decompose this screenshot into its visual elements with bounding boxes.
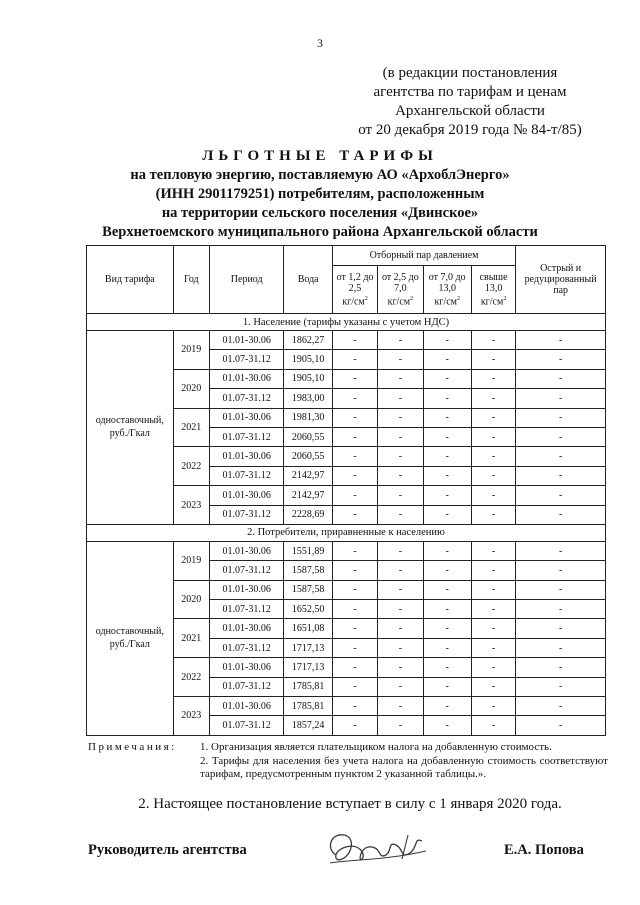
edition-line: (в редакции постановления xyxy=(382,65,558,81)
header-steam-range: от 2,5 до 7,0 $кг/см^2$ xyxy=(378,266,423,314)
steam-tariff-cell: - xyxy=(516,580,606,599)
period-cell: 01.01-30.06 xyxy=(209,658,284,677)
year-cell: 2022 xyxy=(173,658,209,697)
period-cell: 01.01-30.06 xyxy=(209,580,284,599)
steam-tariff-cell: - xyxy=(471,580,515,599)
title-line: (ИНН 2901179251) потребителям, расположенным xyxy=(155,186,485,202)
steam-tariff-cell: - xyxy=(423,716,471,735)
water-tariff-cell: 2228,69 xyxy=(284,505,332,524)
steam-tariff-cell: - xyxy=(423,638,471,657)
period-cell: 01.01-30.06 xyxy=(209,369,284,388)
period-cell: 01.07-31.12 xyxy=(209,466,284,485)
steam-tariff-cell: - xyxy=(332,447,377,466)
steam-tariff-cell: - xyxy=(423,331,471,350)
header-steam-range: от 7,0 до 13,0 $кг/см^2$ xyxy=(423,266,471,314)
steam-tariff-cell: - xyxy=(378,350,423,369)
steam-tariff-cell: - xyxy=(378,331,423,350)
table-row xyxy=(87,331,606,350)
steam-tariff-cell: - xyxy=(332,638,377,657)
steam-tariff-cell: - xyxy=(332,619,377,638)
steam-tariff-cell: - xyxy=(378,369,423,388)
steam-tariff-cell: - xyxy=(471,677,515,696)
period-cell: 01.07-31.12 xyxy=(209,677,284,696)
steam-tariff-cell: - xyxy=(332,505,377,524)
note-item: 1. Организация является плательщиком налога на добавленную стоимость. xyxy=(200,741,552,753)
water-tariff-cell: 1551,89 xyxy=(284,541,332,560)
steam-tariff-cell: - xyxy=(378,466,423,485)
header-steam-range: от 1,2 до 2,5 $кг/см^2$ xyxy=(332,266,377,314)
section-row xyxy=(87,524,606,541)
steam-tariff-cell: - xyxy=(332,658,377,677)
steam-tariff-cell: - xyxy=(332,427,377,446)
steam-tariff-cell: - xyxy=(378,505,423,524)
steam-tariff-cell: - xyxy=(378,677,423,696)
steam-tariff-cell: - xyxy=(378,541,423,560)
section-title: 1. Население (тарифы указаны с учетом НДС) xyxy=(87,314,606,331)
steam-tariff-cell: - xyxy=(378,658,423,677)
period-cell: 01.07-31.12 xyxy=(209,350,284,369)
water-tariff-cell: 2060,55 xyxy=(284,447,332,466)
steam-tariff-cell: - xyxy=(423,447,471,466)
water-tariff-cell: 2060,55 xyxy=(284,427,332,446)
steam-tariff-cell: - xyxy=(423,541,471,560)
steam-tariff-cell: - xyxy=(378,697,423,716)
steam-tariff-cell: - xyxy=(332,580,377,599)
year-cell: 2021 xyxy=(173,619,209,658)
water-tariff-cell: 1717,13 xyxy=(284,638,332,657)
edition-line: агентства по тарифам и ценам xyxy=(373,84,567,100)
period-cell: 01.07-31.12 xyxy=(209,505,284,524)
steam-tariff-cell: - xyxy=(516,427,606,446)
steam-tariff-cell: - xyxy=(332,561,377,580)
steam-tariff-cell: - xyxy=(378,619,423,638)
period-cell: 01.01-30.06 xyxy=(209,541,284,560)
year-cell: 2021 xyxy=(173,408,209,447)
steam-tariff-cell: - xyxy=(423,658,471,677)
notes-label: Примечания: xyxy=(88,741,177,753)
period-cell: 01.01-30.06 xyxy=(209,697,284,716)
steam-tariff-cell: - xyxy=(516,369,606,388)
tariff-table xyxy=(86,245,606,736)
period-cell: 01.01-30.06 xyxy=(209,408,284,427)
steam-tariff-cell: - xyxy=(516,486,606,505)
steam-tariff-cell: - xyxy=(332,677,377,696)
water-tariff-cell: 1785,81 xyxy=(284,677,332,696)
steam-tariff-cell: - xyxy=(423,697,471,716)
steam-tariff-cell: - xyxy=(471,408,515,427)
steam-tariff-cell: - xyxy=(471,486,515,505)
year-cell: 2020 xyxy=(173,369,209,408)
tariff-kind-cell: одноставочный, руб./Гкал xyxy=(87,541,174,735)
steam-tariff-cell: - xyxy=(378,447,423,466)
steam-tariff-cell: - xyxy=(471,619,515,638)
header-period: Период xyxy=(209,246,284,314)
steam-tariff-cell: - xyxy=(516,350,606,369)
steam-tariff-cell: - xyxy=(516,716,606,735)
steam-tariff-cell: - xyxy=(423,619,471,638)
steam-tariff-cell: - xyxy=(471,427,515,446)
steam-tariff-cell: - xyxy=(423,427,471,446)
period-cell: 01.01-30.06 xyxy=(209,619,284,638)
steam-tariff-cell: - xyxy=(516,619,606,638)
steam-tariff-cell: - xyxy=(471,600,515,619)
note-item: 2. Тарифы для населения без учета налога на добавленную стоимость соответствуют тарифам, предусмотренным пунктом 2 указанной таблицы.». xyxy=(200,754,608,780)
steam-tariff-cell: - xyxy=(516,447,606,466)
steam-tariff-cell: - xyxy=(471,389,515,408)
steam-tariff-cell: - xyxy=(516,505,606,524)
steam-tariff-cell: - xyxy=(378,389,423,408)
steam-tariff-cell: - xyxy=(516,561,606,580)
steam-tariff-cell: - xyxy=(378,716,423,735)
steam-tariff-cell: - xyxy=(332,600,377,619)
steam-tariff-cell: - xyxy=(332,466,377,485)
steam-tariff-cell: - xyxy=(378,408,423,427)
steam-tariff-cell: - xyxy=(332,369,377,388)
steam-tariff-cell: - xyxy=(516,638,606,657)
page-number: 3 xyxy=(317,36,323,50)
header-sharp-steam: Острый и редуцированный пар xyxy=(516,246,606,314)
steam-tariff-cell: - xyxy=(378,427,423,446)
water-tariff-cell: 1905,10 xyxy=(284,350,332,369)
edition-line: Архангельской области xyxy=(395,103,545,119)
water-tariff-cell: 1983,00 xyxy=(284,389,332,408)
edition-line: от 20 декабря 2019 года № 84-т/85) xyxy=(358,122,582,138)
signatory-role: Руководитель агентства xyxy=(88,842,247,858)
period-cell: 01.01-30.06 xyxy=(209,331,284,350)
period-cell: 01.07-31.12 xyxy=(209,638,284,657)
steam-tariff-cell: - xyxy=(423,561,471,580)
steam-tariff-cell: - xyxy=(423,466,471,485)
steam-tariff-cell: - xyxy=(332,486,377,505)
steam-tariff-cell: - xyxy=(423,369,471,388)
steam-tariff-cell: - xyxy=(471,638,515,657)
water-tariff-cell: 2142,97 xyxy=(284,486,332,505)
steam-tariff-cell: - xyxy=(471,716,515,735)
steam-tariff-cell: - xyxy=(332,408,377,427)
effective-date-statement: 2. Настоящее постановление вступает в силу с 1 января 2020 года. xyxy=(138,796,562,812)
section-title: 2. Потребители, приравненные к населению xyxy=(87,524,606,541)
water-tariff-cell: 2142,97 xyxy=(284,466,332,485)
edition-note xyxy=(320,64,620,140)
steam-tariff-cell: - xyxy=(516,408,606,427)
steam-tariff-cell: - xyxy=(332,389,377,408)
tariff-kind-cell: одноставочный, руб./Гкал xyxy=(87,331,174,525)
title-line: на тепловую энергию, поставляемую АО «АрхоблЭнерго» xyxy=(130,167,510,183)
steam-tariff-cell: - xyxy=(332,697,377,716)
water-tariff-cell: 1905,10 xyxy=(284,369,332,388)
steam-tariff-cell: - xyxy=(471,561,515,580)
year-cell: 2019 xyxy=(173,541,209,580)
steam-tariff-cell: - xyxy=(423,486,471,505)
steam-tariff-cell: - xyxy=(378,638,423,657)
steam-tariff-cell: - xyxy=(423,408,471,427)
year-cell: 2020 xyxy=(173,580,209,619)
steam-tariff-cell: - xyxy=(471,505,515,524)
steam-tariff-cell: - xyxy=(471,369,515,388)
steam-tariff-cell: - xyxy=(423,505,471,524)
tariff-table-body xyxy=(87,314,606,736)
header-kind: Вид тарифа xyxy=(87,246,174,314)
period-cell: 01.01-30.06 xyxy=(209,447,284,466)
period-cell: 01.07-31.12 xyxy=(209,427,284,446)
period-cell: 01.07-31.12 xyxy=(209,389,284,408)
water-tariff-cell: 1652,50 xyxy=(284,600,332,619)
water-tariff-cell: 1785,81 xyxy=(284,697,332,716)
steam-tariff-cell: - xyxy=(423,580,471,599)
steam-tariff-cell: - xyxy=(378,486,423,505)
steam-tariff-cell: - xyxy=(471,331,515,350)
water-tariff-cell: 1717,13 xyxy=(284,658,332,677)
steam-tariff-cell: - xyxy=(516,331,606,350)
water-tariff-cell: 1587,58 xyxy=(284,561,332,580)
steam-tariff-cell: - xyxy=(332,331,377,350)
header-year: Год xyxy=(173,246,209,314)
steam-tariff-cell: - xyxy=(516,389,606,408)
steam-tariff-cell: - xyxy=(471,658,515,677)
document-title xyxy=(60,147,580,242)
period-cell: 01.07-31.12 xyxy=(209,600,284,619)
steam-tariff-cell: - xyxy=(516,677,606,696)
steam-tariff-cell: - xyxy=(471,447,515,466)
steam-tariff-cell: - xyxy=(471,466,515,485)
steam-tariff-cell: - xyxy=(332,541,377,560)
table-row xyxy=(87,541,606,560)
signature-image xyxy=(322,825,432,871)
steam-tariff-cell: - xyxy=(378,580,423,599)
header-water: Вода xyxy=(284,246,332,314)
period-cell: 01.07-31.12 xyxy=(209,561,284,580)
steam-tariff-cell: - xyxy=(378,600,423,619)
title-heading: ЛЬГОТНЫЕ ТАРИФЫ xyxy=(202,148,438,164)
year-cell: 2019 xyxy=(173,331,209,370)
steam-tariff-cell: - xyxy=(423,677,471,696)
steam-tariff-cell: - xyxy=(332,350,377,369)
steam-tariff-cell: - xyxy=(516,541,606,560)
steam-tariff-cell: - xyxy=(516,658,606,677)
water-tariff-cell: 1651,08 xyxy=(284,619,332,638)
water-tariff-cell: 1857,24 xyxy=(284,716,332,735)
title-line: Верхнетоемского муниципального района Архангельской области xyxy=(102,224,538,240)
signatory-name: Е.А. Попова xyxy=(504,842,584,858)
steam-tariff-cell: - xyxy=(423,389,471,408)
year-cell: 2023 xyxy=(173,486,209,525)
steam-tariff-cell: - xyxy=(471,541,515,560)
period-cell: 01.01-30.06 xyxy=(209,486,284,505)
steam-tariff-cell: - xyxy=(471,697,515,716)
steam-tariff-cell: - xyxy=(516,600,606,619)
steam-tariff-cell: - xyxy=(516,697,606,716)
period-cell: 01.07-31.12 xyxy=(209,716,284,735)
steam-tariff-cell: - xyxy=(332,716,377,735)
notes-items xyxy=(200,741,608,782)
steam-tariff-cell: - xyxy=(516,466,606,485)
header-steam-range: свыше 13,0 $кг/см^2$ xyxy=(471,266,515,314)
section-row xyxy=(87,314,606,331)
steam-tariff-cell: - xyxy=(423,350,471,369)
steam-tariff-cell: - xyxy=(471,350,515,369)
water-tariff-cell: 1862,27 xyxy=(284,331,332,350)
steam-tariff-cell: - xyxy=(423,600,471,619)
steam-tariff-cell: - xyxy=(378,561,423,580)
title-line: на территории сельского поселения «Двинское» xyxy=(161,205,479,221)
year-cell: 2022 xyxy=(173,447,209,486)
year-cell: 2023 xyxy=(173,697,209,736)
water-tariff-cell: 1587,58 xyxy=(284,580,332,599)
header-steam-group: Отборный пар давлением xyxy=(332,246,515,266)
water-tariff-cell: 1981,30 xyxy=(284,408,332,427)
